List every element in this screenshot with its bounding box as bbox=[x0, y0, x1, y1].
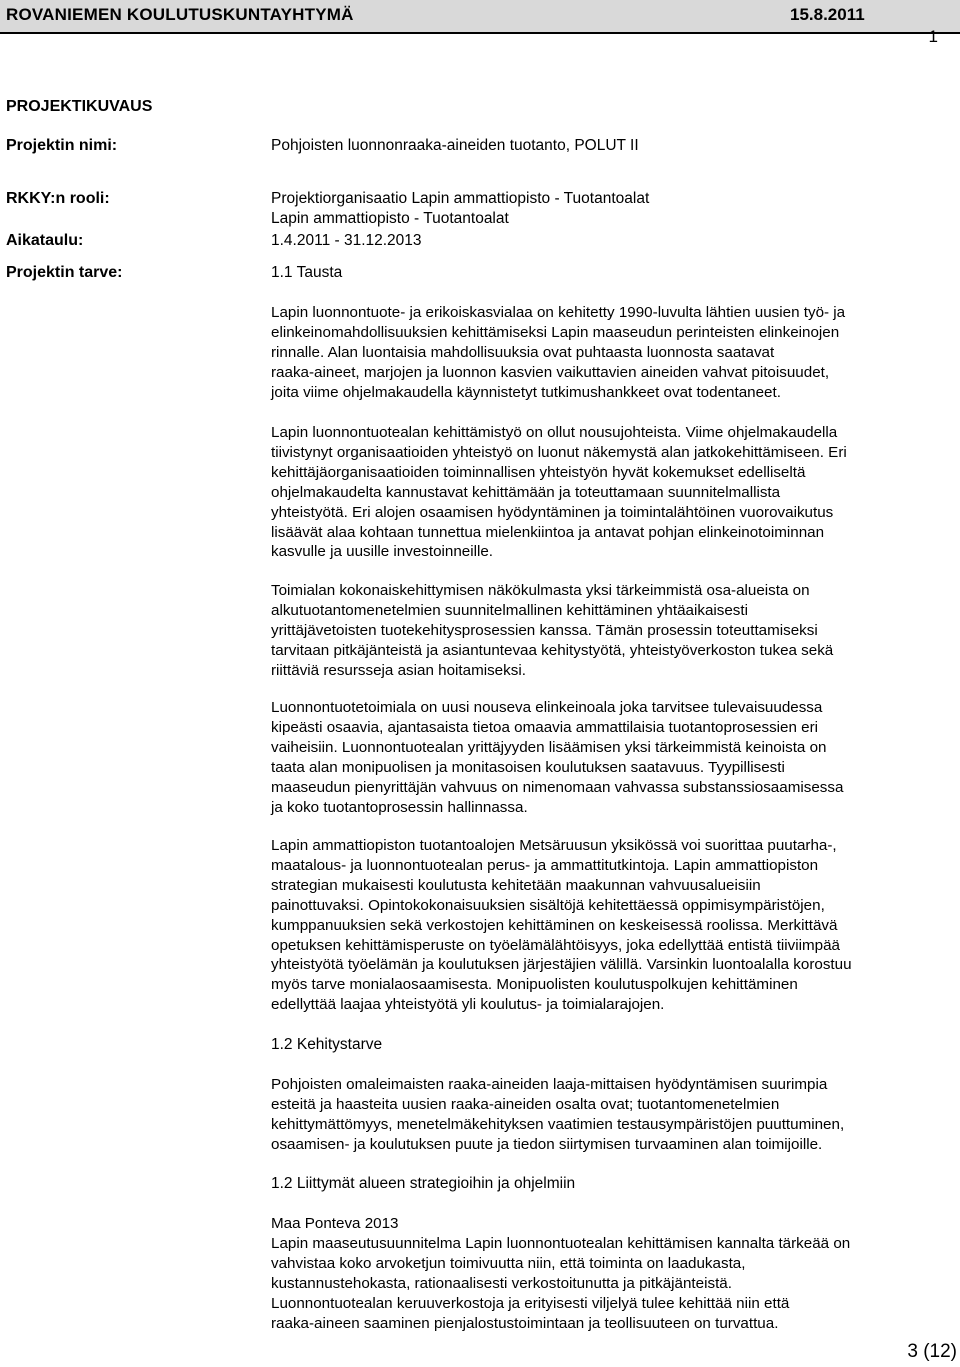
project-name-value: Pohjoisten luonnonraaka-aineiden tuotanto, POLUT II bbox=[271, 137, 639, 154]
tausta-paragraph-5 bbox=[271, 836, 939, 1015]
section-heading-kehitystarve: 1.2 Kehitystarve bbox=[271, 1036, 383, 1053]
text-line: Lapin luonnontuote- ja erikoiskasvialaa on kehitetty 1990-luvulta lähtien uusien työ- ja bbox=[271, 304, 846, 321]
schedule-label: Aikataulu: bbox=[6, 232, 84, 249]
text-line: taata alan monipuolisen ja monitasoisen koulutuksen saatavuus. Tyypillisesti bbox=[271, 758, 785, 776]
text-line: Luonnontuotetoimiala on uusi nouseva elinkeinoala joka tarvitsee tulevaisuudessa bbox=[271, 699, 823, 716]
project-need-label: Projektin tarve: bbox=[6, 264, 123, 281]
text-line: opetuksen kehittämisperuste on työelämälähtöisyys, joka edellyttää entistä tiiviimpää bbox=[271, 936, 840, 954]
tausta-paragraph-4 bbox=[271, 698, 939, 817]
text-line: alkutuotantomenetelmien suunnitelmallinen kehittäminen yhtäaikaisesti bbox=[271, 601, 748, 619]
text-line: maatalous- ja luonnontuotealan perus- ja ammattitutkintoja. Lapin ammattiopiston bbox=[271, 856, 819, 874]
text-line: yhteistyötä työelämän ja koulutuksen järjestäjien välillä. Varsinkin luontoalalla korostuu bbox=[271, 956, 852, 974]
text-line: riittäviä resursseja asian hoitamiseksi. bbox=[271, 661, 526, 679]
text-line: yrittäjävetoisten tuotekehitysprosessien kanssa. Tämän prosessin toteuttamiseksi bbox=[271, 621, 818, 639]
schedule-value: 1.4.2011 - 31.12.2013 bbox=[271, 232, 422, 249]
text-line: ohjelmakaudelta kannustavat kehittämään ja toteuttamaan suunnitelmallista bbox=[271, 483, 781, 501]
text-line: kehittymättömyys, menetelmäkehityksen vaatimien testausympäristöjen puuttuminen, bbox=[271, 1115, 845, 1133]
text-line: joita viime ohjelmakaudella käynnistetyt tutkimushankkeet ovat todentaneet. bbox=[271, 383, 781, 401]
text-line: raaka-aineet, marjojen ja luonnon kasvien vaikuttavien aineiden vahvat pitoisuudet, bbox=[271, 363, 830, 381]
text-line: painottuvaksi. Opintokokonaisuuksien sisältöjä kehitettäessä oppimisympäristöjen, bbox=[271, 896, 825, 914]
text-line: rinnalle. Alan luontaisia mahdollisuuksia ovat puhtaasta luonnosta saatavat bbox=[271, 343, 775, 361]
organization-name: ROVANIEMEN KOULUTUSKUNTAYHTYMÄ bbox=[6, 5, 354, 24]
text-line: Lapin maaseutusuunnitelma Lapin luonnontuotealan kehittämisen kannalta tärkeää on bbox=[271, 1234, 851, 1252]
text-line: Lapin luonnontuotealan kehittämistyö on ollut nousujohteista. Viime ohjelmakaudella bbox=[271, 424, 838, 441]
role-label: RKKY:n rooli: bbox=[6, 190, 110, 207]
kehitystarve-paragraph bbox=[271, 1075, 939, 1155]
text-line: ja koko tuotantoprosessin hallinnassa. bbox=[271, 798, 528, 816]
tausta-paragraph-3 bbox=[271, 581, 939, 681]
text-line: kumppanuuksien sekä verkostojen kehittäminen on keskeisessä roolissa. Merkittävä bbox=[271, 916, 838, 934]
document-title: PROJEKTIKUVAUS bbox=[6, 98, 153, 115]
text-line: tarvitaan pitkäjänteistä ja asiantuntevaa kehitystyötä, yhteistyöverkoston tukea sekä bbox=[271, 641, 834, 659]
text-line: tiivistynyt organisaatioiden yhteistyö on luonut näkemystä alan jatkokehittämiseen. Eri bbox=[271, 443, 847, 461]
liittymat-paragraph bbox=[271, 1214, 939, 1333]
text-line: kustannustehokasta, rationaalisesti verkostoitunutta ja pitkäjänteistä. bbox=[271, 1274, 732, 1292]
page-counter: 3 (12) bbox=[907, 1341, 957, 1362]
text-line: esteitä ja haasteita uusien raaka-aineiden osalta ovat; tuotantomenetelmien bbox=[271, 1095, 780, 1113]
section-heading-tausta: 1.1 Tausta bbox=[271, 264, 343, 281]
text-line: maaseudun pienyrittäjän vahvuus on nimenomaan vahvassa substanssiosaamisessa bbox=[271, 778, 844, 796]
tausta-paragraph-1 bbox=[271, 303, 939, 403]
project-name-label: Projektin nimi: bbox=[6, 137, 118, 154]
header-page-number: 1 bbox=[928, 27, 938, 46]
header-date: 15.8.2011 bbox=[790, 5, 865, 24]
text-line: osaamisen- ja koulutuksen puute ja tiedon siirtymisen turvaaminen alan toimijoille. bbox=[271, 1135, 823, 1153]
text-line: raaka-aineen saaminen pienjalostustoimintaan ja teollisuuteen on turvattua. bbox=[271, 1314, 779, 1332]
text-line: myös tarve monialaosaamisesta. Monipuolisten koulutuspolkujen kehittäminen bbox=[271, 976, 798, 994]
text-line: edellyttää laajaa yhteistyötä yli koulutus- ja toimialarajojen. bbox=[271, 996, 665, 1014]
text-line: Toimialan kokonaiskehittymisen näkökulmasta yksi tärkeimmistä osa-alueista on bbox=[271, 582, 810, 599]
text-line: Maa Ponteva 2013 bbox=[271, 1215, 399, 1232]
text-line: kipeästi osaavia, ajantasaista tietoa omaavia ammattilaisia tuotantoprosessien eri bbox=[271, 718, 819, 736]
text-line: vahvistaa koko arvoketjun toimivuutta niin, että toiminta on laadukasta, bbox=[271, 1254, 746, 1272]
text-line: kehittäjäorganisaatioiden toiminnallisen yhteistyön hyvät kokemukset edelliseltä bbox=[271, 463, 806, 481]
text-line: elinkeinomahdollisuuksien kehittämiseksi Lapin maaseudun perinteisten elinkeinojen bbox=[271, 323, 840, 341]
text-line: Luonnontuotealan keruuverkostoja ja erityisesti viljelyä tulee kehittää niin että bbox=[271, 1294, 790, 1312]
text-line: kasvulle ja uusille investoinneille. bbox=[271, 543, 494, 561]
role-value-line1: Projektiorganisaatio Lapin ammattiopisto - Tuotantoalat bbox=[271, 190, 650, 207]
text-line: Pohjoisten omaleimaisten raaka-aineiden laaja-mittaisen hyödyntämisen suurimpia bbox=[271, 1076, 828, 1093]
text-line: Lapin ammattiopiston tuotantoalojen Metsäruusun yksikössä voi suorittaa puutarha-, bbox=[271, 837, 837, 854]
section-heading-liittymat: 1.2 Liittymät alueen strategioihin ja ohjelmiin bbox=[271, 1175, 576, 1192]
text-line: strategian mukaisesti koulutusta kehitetään maakunnan vahvuusalueisiin bbox=[271, 876, 761, 894]
role-value-line2: Lapin ammattiopisto - Tuotantoalat bbox=[271, 210, 509, 227]
tausta-paragraph-2 bbox=[271, 423, 939, 562]
text-line: yhteistyötä. Eri alojen osaamisen hyödyntäminen ja toimintalähtöinen vuorovaikutus bbox=[271, 503, 834, 521]
page-header bbox=[0, 0, 960, 34]
text-line: lisäävät alaa kohtaan tunnettua mielenkiintoa ja antavat pohjan elinkeinotoiminnan bbox=[271, 523, 825, 541]
text-line: vaiheisiin. Luonnontuotealan yrittäjyyden lisäämisen yksi tärkeimmistä keinoista on bbox=[271, 738, 827, 756]
